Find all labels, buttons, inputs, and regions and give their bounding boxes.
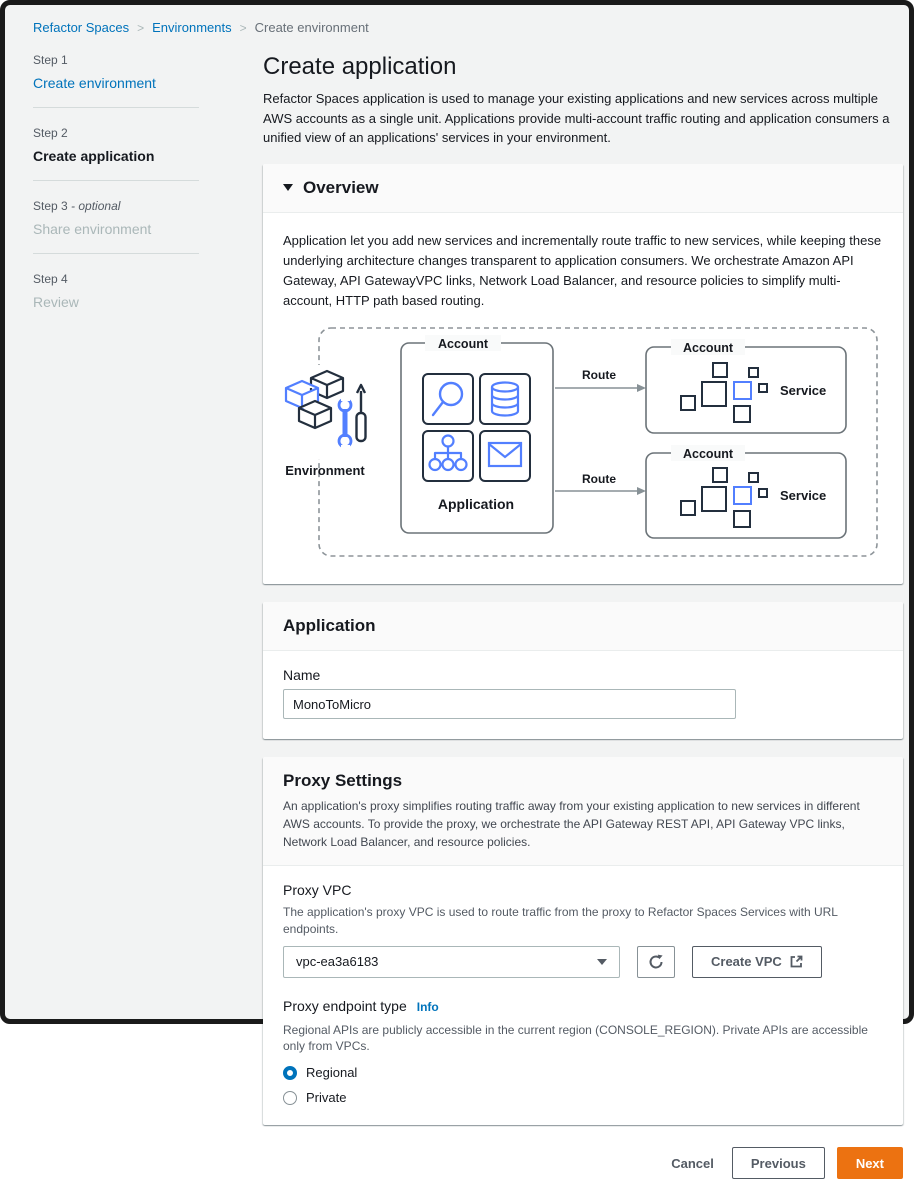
step-2 xyxy=(33,126,199,164)
page-layout xyxy=(5,35,909,1199)
application-name-input[interactable] xyxy=(283,689,736,719)
radio-selected-icon xyxy=(283,1066,297,1080)
account-label: Account xyxy=(683,447,733,462)
service-cluster xyxy=(681,363,767,422)
main-content xyxy=(263,53,903,1199)
create-vpc-button[interactable] xyxy=(692,946,822,978)
step-2-label: Step 2 xyxy=(33,126,68,140)
proxy-vpc-selected-value: vpc-ea3a6183 xyxy=(296,954,379,970)
overview-body xyxy=(263,213,903,585)
radio-regional-label: Regional xyxy=(306,1065,358,1081)
cancel-button[interactable]: Cancel xyxy=(665,1147,720,1179)
proxy-vpc-label: Proxy VPC xyxy=(283,882,352,899)
route-label: Route xyxy=(582,368,616,383)
chevron-down-icon xyxy=(597,959,607,965)
radio-option-regional[interactable] xyxy=(283,1065,883,1080)
proxy-settings-body xyxy=(263,866,903,1125)
application-title: Application xyxy=(283,616,376,636)
application-panel xyxy=(263,602,903,739)
breadcrumb-refactor-spaces[interactable]: Refactor Spaces xyxy=(33,20,130,35)
divider xyxy=(33,253,199,254)
breadcrumb-separator: > xyxy=(239,20,247,35)
external-link-icon xyxy=(790,955,803,968)
page-description: Refactor Spaces application is used to manage your existing applications and new services across multiple AWS accounts as a single unit. Applications provide multi-account traffic routing and application consumers a unified view of an applications' services in your environment. xyxy=(263,91,890,145)
proxy-vpc-description: The application's proxy VPC is used to route traffic from the proxy to Refactor Spaces Services with URL endpoints. xyxy=(283,905,838,936)
breadcrumb-environments[interactable]: Environments xyxy=(152,20,232,35)
proxy-endpoint-description: Regional APIs are publicly accessible in the current region (CONSOLE_REGION). Private APIs are accessible only from VPCs. xyxy=(283,1022,868,1054)
breadcrumb-current: Create environment xyxy=(254,20,369,35)
refresh-button[interactable] xyxy=(637,946,675,978)
route-label: Route xyxy=(582,472,616,487)
step-1-label: Step 1 xyxy=(33,53,68,67)
info-link[interactable]: Info xyxy=(416,999,439,1014)
create-vpc-label: Create VPC xyxy=(711,954,782,970)
environment-label: Environment xyxy=(285,463,365,479)
wizard-footer-actions xyxy=(263,1143,903,1199)
previous-button[interactable]: Previous xyxy=(732,1147,825,1179)
account-label: Account xyxy=(438,337,488,352)
divider xyxy=(33,180,199,181)
radio-private-label: Private xyxy=(306,1090,347,1106)
service-label: Service xyxy=(780,488,827,504)
step-1-link[interactable]: Create environment xyxy=(33,75,156,91)
step-4-label: Step 4 xyxy=(33,272,68,286)
proxy-settings-description: An application's proxy simplifies routing traffic away from your existing application to new services in different AWS accounts. To provide the proxy, we orchestrate the API Gateway REST API, API Gateway VPC links, Network Load Balancer, and resource policies. xyxy=(283,799,860,850)
step-4 xyxy=(33,272,199,310)
overview-text: Application let you add new services and incrementally route traffic to new services, while keeping these underlying architecture changes transparent to application consumers. We orchestrate Amazon API Gateway, API GatewayVPC links, Network Load Balancer, and resource policies to simplify multi-account, HTTP path based routing. xyxy=(283,232,882,308)
environment-icon xyxy=(283,365,373,459)
application-icons xyxy=(423,374,530,481)
architecture-diagram xyxy=(283,323,883,561)
radio-option-private[interactable] xyxy=(283,1090,883,1105)
step-3 xyxy=(33,199,199,237)
proxy-settings-header xyxy=(263,757,903,866)
application-label: Application xyxy=(437,496,515,513)
name-label: Name xyxy=(283,667,321,684)
refresh-icon xyxy=(647,953,665,971)
proxy-endpoint-type-label: Proxy endpoint type xyxy=(283,997,407,1014)
step-3-title: Share environment xyxy=(33,221,152,237)
step-4-title: Review xyxy=(33,294,79,310)
service-cluster xyxy=(681,468,767,527)
proxy-vpc-row xyxy=(283,946,883,978)
overview-panel xyxy=(263,164,903,585)
overview-title: Overview xyxy=(303,177,379,197)
divider xyxy=(33,107,199,108)
radio-unselected-icon xyxy=(283,1091,297,1105)
proxy-endpoint-label-row xyxy=(283,998,883,1020)
service-label: Service xyxy=(780,383,827,399)
step-2-title: Create application xyxy=(33,148,155,164)
proxy-settings-title: Proxy Settings xyxy=(283,771,403,791)
collapse-arrow-icon xyxy=(283,184,293,191)
breadcrumb-separator: > xyxy=(137,20,145,35)
wizard-steps-sidebar xyxy=(33,53,199,1199)
next-button[interactable]: Next xyxy=(837,1147,903,1179)
proxy-settings-panel xyxy=(263,757,903,1125)
step-3-optional-suffix: - optional xyxy=(71,199,121,213)
application-panel-header xyxy=(263,602,903,651)
page-title: Create application xyxy=(263,53,457,80)
account-label: Account xyxy=(683,341,733,356)
breadcrumb xyxy=(5,5,909,35)
proxy-vpc-select[interactable] xyxy=(283,946,620,978)
application-panel-body xyxy=(263,651,903,739)
overview-expander[interactable] xyxy=(263,164,903,213)
step-3-label: Step 3 - optional xyxy=(33,199,121,213)
step-1 xyxy=(33,53,199,91)
